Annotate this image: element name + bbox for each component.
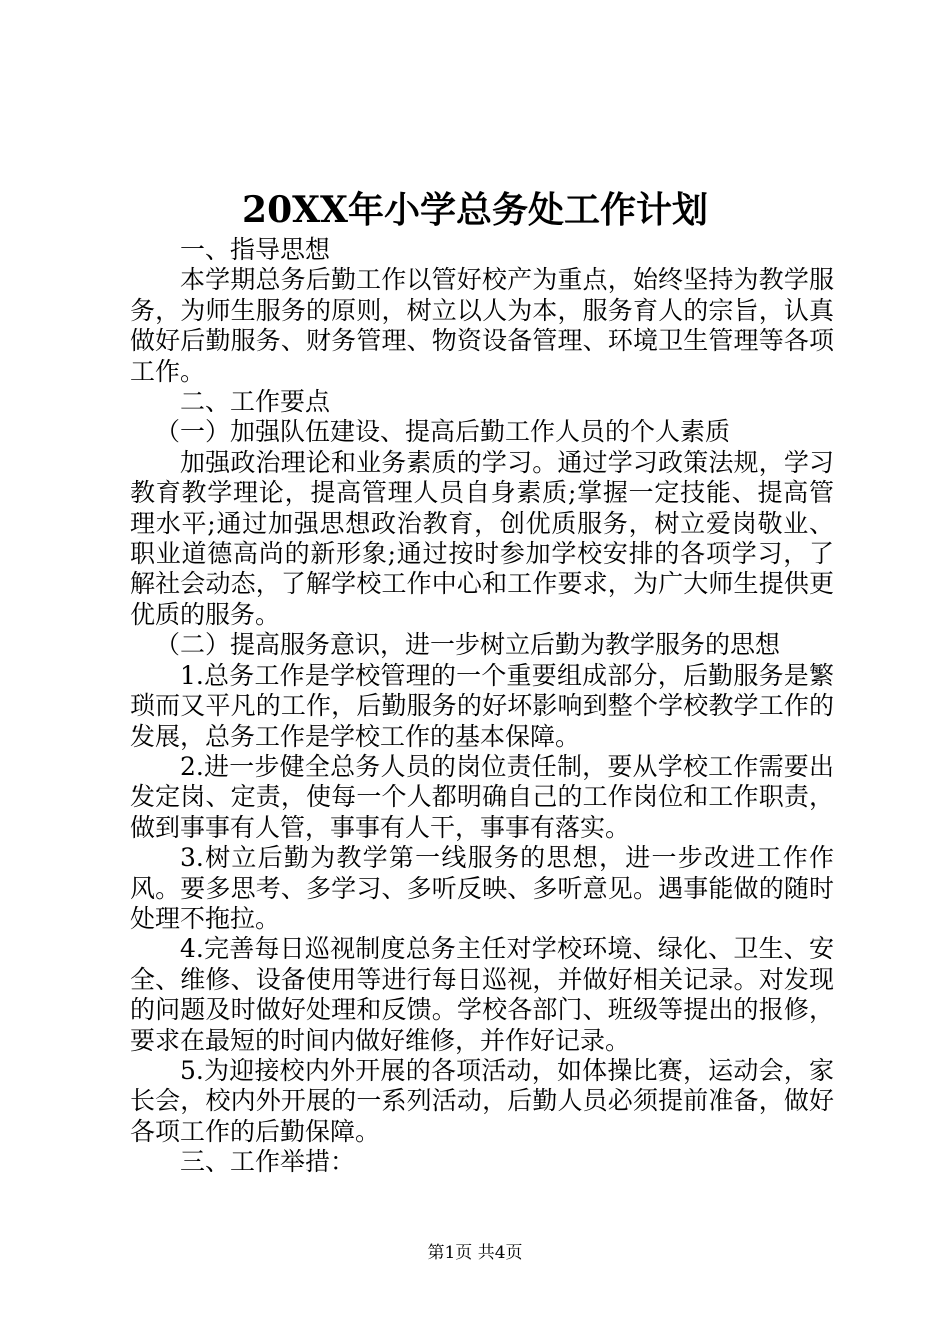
page-number: 第1页 共4页 [427, 1243, 523, 1263]
subsection-heading: （一）加强队伍建设、提高后勤工作人员的个人素质 [155, 417, 731, 447]
body-paragraph: 本学期总务后勤工作以管好校产为重点，始终坚持为教学服务，为师生服务的原则，树立以人为本，服务育人的宗旨，认真做好后勤服务、财务管理、物资设备管理、环境卫生管理等各项工作。 [130, 265, 834, 386]
document-body [130, 235, 834, 1178]
subsection-heading: （二）提高服务意识，进一步树立后勤为教学服务的思想 [155, 630, 781, 660]
section-heading: 三、工作举措： [180, 1147, 356, 1177]
section-heading: 一、指导思想 [180, 235, 331, 264]
list-item: 5.为迎接校内外开展的各项活动，如体操比赛，运动会，家长会，校内外开展的一系列活动，后勤人员必须提前准备，做好各项工作的后勤保障。 [130, 1055, 834, 1146]
list-item: 4.完善每日巡视制度总务主任对学校环境、绿化、卫生、安全、维修、设备使用等进行每日巡视，并做好相关记录。对发现的问题及时做好处理和反馈。学校各部门、班级等提出的报修，要求在最短的时间内做好维修，并作好记录。 [130, 934, 834, 1055]
list-item: 2.进一步健全总务人员的岗位责任制，要从学校工作需要出发定岗、定责，使每一个人都明确自己的工作岗位和工作职责，做到事事有人管，事事有人干，事事有落实。 [130, 751, 834, 842]
list-item: 3.树立后勤为教学第一线服务的思想，进一步改进工作作风。要多思考、多学习、多听反映、多听意见。遇事能做的随时处理不拖拉。 [130, 843, 834, 933]
document-title: 20XX年小学总务处工作计划 [242, 189, 708, 231]
list-item: 1.总务工作是学校管理的一个重要组成部分，后勤服务是繁琐而又平凡的工作，后勤服务的好坏影响到整个学校教学工作的发展，总务工作是学校工作的基本保障。 [130, 660, 834, 751]
body-paragraph: 加强政治理论和业务素质的学习。通过学习政策法规，学习教育教学理论，提高管理人员自身素质;掌握一定技能、提高管理水平;通过加强思想政治教育，创优质服务，树立爱岗敬业、职业道德高尚的新形象;通过按时参加学校安排的各项学习，了解社会动态，了解学校工作中心和工作要求，为广大师生提供更优质的服务。 [130, 447, 834, 629]
section-heading: 二、工作要点 [180, 387, 331, 417]
